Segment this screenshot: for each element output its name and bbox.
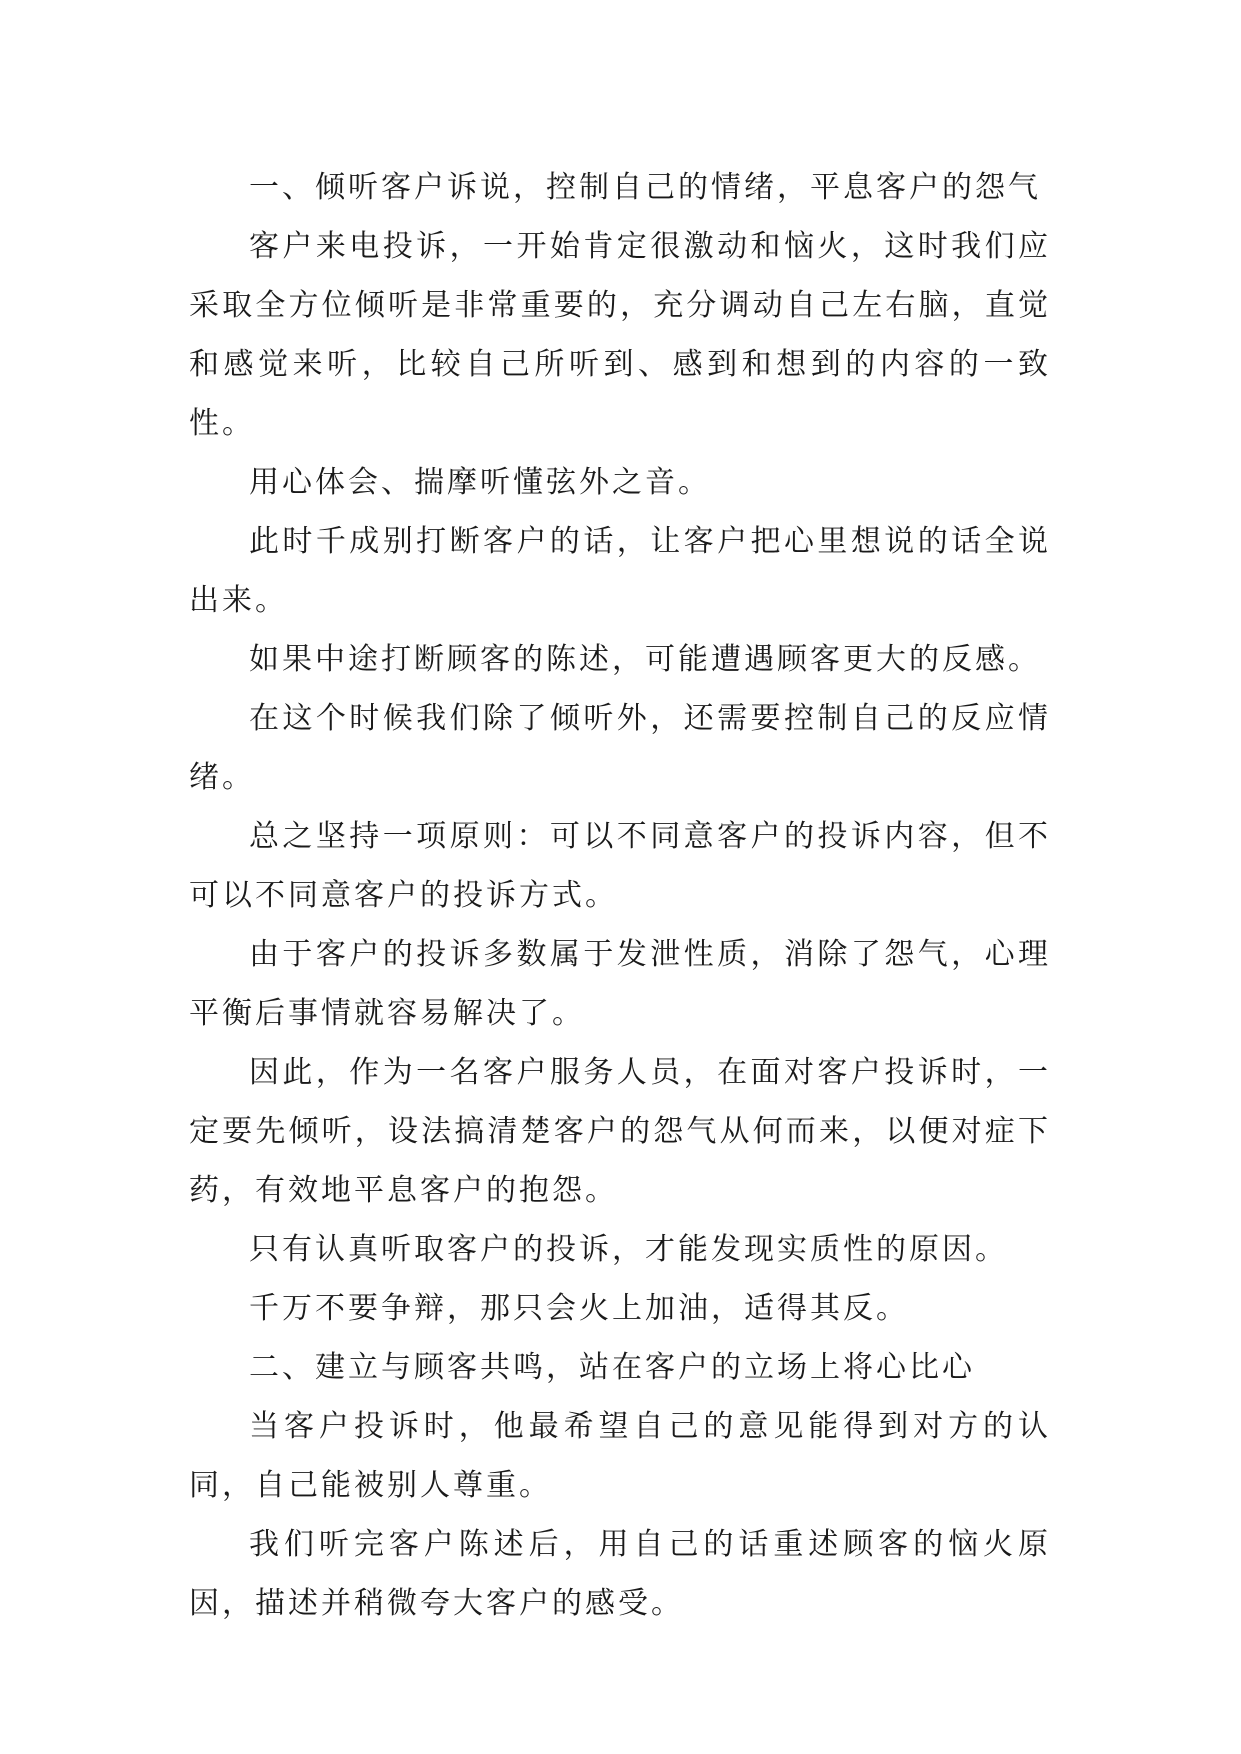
section-heading-2: 二、建立与顾客共鸣，站在客户的立场上将心比心 xyxy=(249,1350,975,1385)
paragraph: 此时千成别打断客户的话，让客户把心里想说的话全说出来。 xyxy=(189,524,1051,618)
paragraph: 总之坚持一项原则：可以不同意客户的投诉内容，但不可以不同意客户的投诉方式。 xyxy=(189,819,1051,913)
paragraph: 客户来电投诉，一开始肯定很激动和恼火，这时我们应采取全方位倾听是非常重要的，充分调动自己左右脑，直觉和感觉来听，比较自己所听到、感到和想到的内容的一致性。 xyxy=(189,229,1051,441)
section-heading-1: 一、倾听客户诉说，控制自己的情绪，平息客户的怨气 xyxy=(249,170,1041,205)
paragraph: 当客户投诉时，他最希望自己的意见能得到对方的认同，自己能被别人尊重。 xyxy=(189,1409,1051,1503)
paragraph: 由于客户的投诉多数属于发泄性质，消除了怨气，心理平衡后事情就容易解决了。 xyxy=(189,937,1051,1031)
paragraph: 千万不要争辩，那只会火上加油，适得其反。 xyxy=(249,1291,909,1326)
paragraph: 如果中途打断顾客的陈述，可能遭遇顾客更大的反感。 xyxy=(249,642,1041,677)
paragraph: 用心体会、揣摩听懂弦外之音。 xyxy=(249,465,711,500)
paragraph: 我们听完客户陈述后，用自己的话重述顾客的恼火原因，描述并稍微夸大客户的感受。 xyxy=(189,1527,1051,1621)
document-body xyxy=(189,158,1051,1633)
paragraph: 只有认真听取客户的投诉，才能发现实质性的原因。 xyxy=(249,1232,1008,1267)
paragraph: 在这个时候我们除了倾听外，还需要控制自己的反应情绪。 xyxy=(189,701,1051,795)
paragraph: 因此，作为一名客户服务人员，在面对客户投诉时，一定要先倾听，设法搞清楚客户的怨气从何而来，以便对症下药，有效地平息客户的抱怨。 xyxy=(189,1055,1051,1208)
